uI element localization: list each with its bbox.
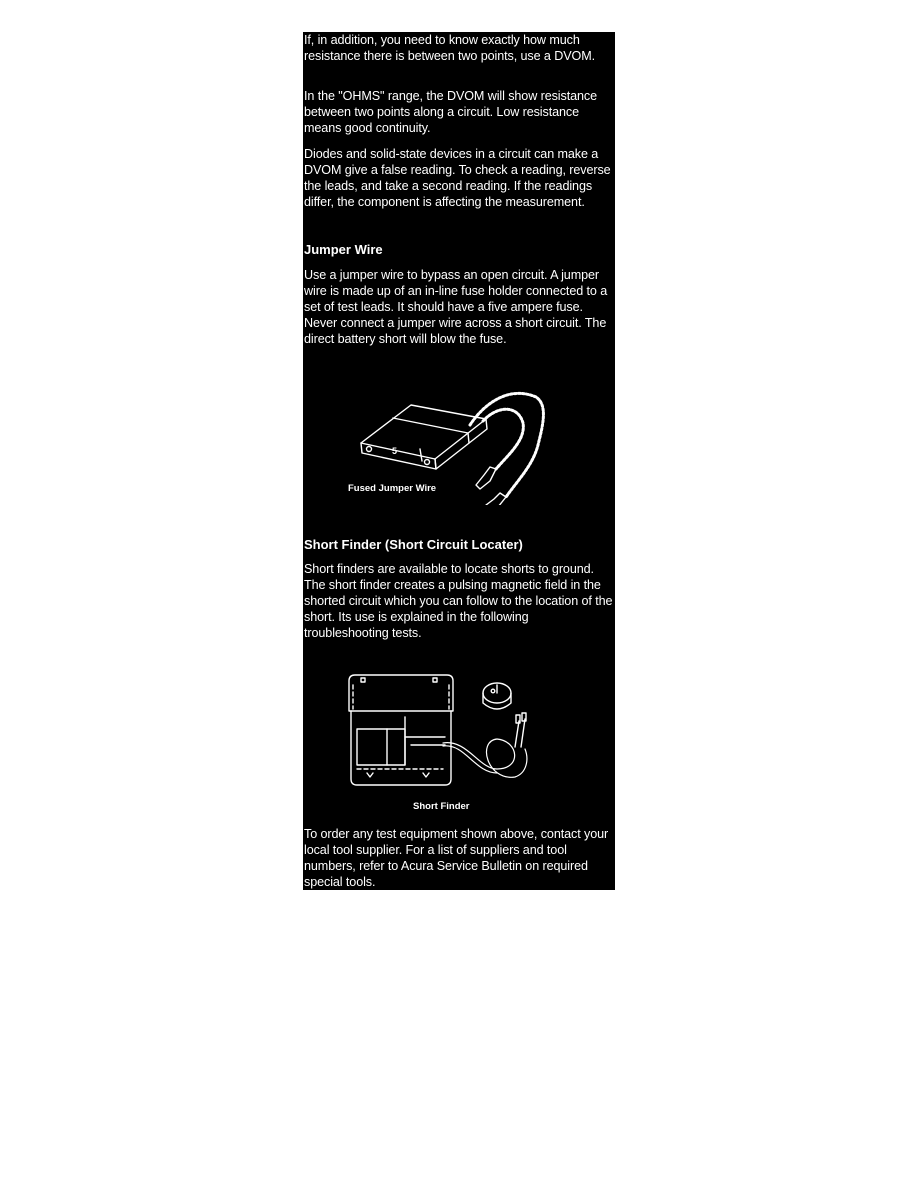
- intro-paragraph-ohms: In the "OHMS" range, the DVOM will show resistance between two points along a circuit. Low resistance means good continuity.: [304, 89, 598, 135]
- jumper-wire-paragraph: Use a jumper wire to bypass an open circuit. A jumper wire is made up of an in-line fuse holder connected to a set of test leads. It should have a five ampere fuse. Never connect a jumper wire across a short circuit. The direct battery short will blow the fuse.: [304, 268, 608, 346]
- fused-jumper-wire-caption: Fused Jumper Wire: [348, 483, 437, 494]
- intro-paragraph-dvom: If, in addition, you need to know exactly how much resistance there is between two points, use a DVOM.: [304, 33, 595, 63]
- fuse-rating-mark: 5: [392, 446, 398, 456]
- intro-paragraph-diodes: Diodes and solid-state devices in a circuit can make a DVOM give a false reading. To check a reading, reverse the leads, and take a second reading. If the readings differ, the component is affecting the measurement.: [304, 147, 611, 209]
- jumper-wire-heading: Jumper Wire: [304, 242, 383, 257]
- short-finder-paragraph: Short finders are available to locate shorts to ground. The short finder creates a pulsing magnetic field in the shorted circuit which you can follow to the location of the short. Its use is explained in the following troubleshooting tests.: [304, 562, 613, 640]
- closing-paragraph: To order any test equipment shown above, contact your local tool supplier. For a list of suppliers and tool numbers, refer to Acura Service Bulletin on required special tools.: [304, 827, 609, 889]
- document-page: [303, 32, 615, 890]
- short-finder-heading: Short Finder (Short Circuit Locater): [304, 537, 523, 552]
- short-finder-illustration: [347, 669, 547, 789]
- short-finder-caption: Short Finder: [413, 801, 470, 812]
